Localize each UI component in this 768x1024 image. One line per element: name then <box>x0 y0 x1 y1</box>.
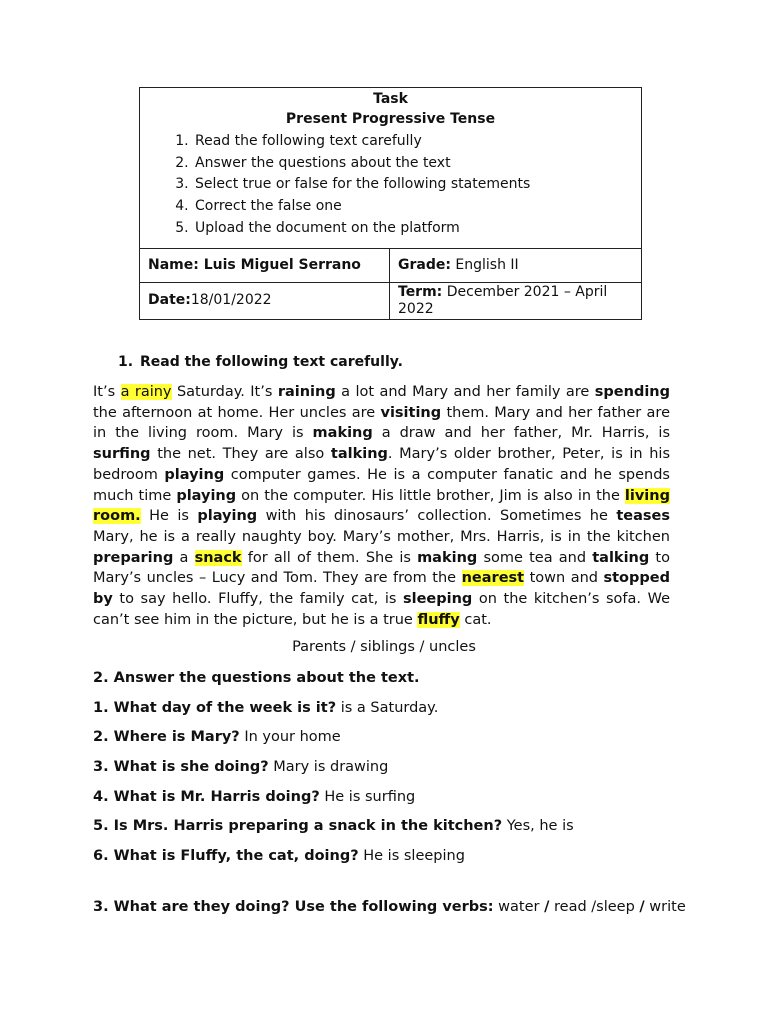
question-text: 2. Where is Mary? <box>93 729 240 745</box>
task-subtitle: Present Progressive Tense <box>285 111 496 127</box>
instruction-item: 2. Answer the questions about the text <box>193 153 641 175</box>
section3-heading <box>93 899 686 915</box>
question-line <box>93 848 465 864</box>
section2-heading-text: 2. Answer the questions about the text. <box>93 670 420 686</box>
highlighted-text: a rainy <box>120 384 172 400</box>
text-run: It’s <box>93 384 121 400</box>
bold-verb: teases <box>616 508 670 525</box>
text-run: on the computer. His little brother, Jim is also in the <box>236 487 625 504</box>
answer-text: Yes, he is <box>502 818 574 834</box>
verb-separator: / <box>544 899 550 915</box>
question-text: 4. What is Mr. Harris doing? <box>93 789 320 805</box>
question-line <box>93 729 341 745</box>
term-value: December 2021 – April 2022 <box>398 283 608 317</box>
bold-verb: playing <box>164 466 225 483</box>
text-run: computer games. He is a computer fanatic and he spends much time <box>93 466 670 504</box>
task-cell <box>140 88 642 249</box>
answer-text: Mary is drawing <box>268 759 389 775</box>
bold-verb: making <box>312 425 373 442</box>
section2-heading <box>93 670 420 686</box>
bold-verb: playing <box>197 508 258 525</box>
task-title: Task <box>373 91 408 107</box>
question-line <box>93 818 574 834</box>
bold-verb: spending <box>594 384 670 400</box>
answer-text: In your home <box>239 729 341 745</box>
section3-heading-text: 3. What are they doing? Use the following verbs: <box>93 899 494 915</box>
bold-verb: stopped by <box>93 570 670 608</box>
question-text: 1. What day of the week is it? <box>93 700 337 716</box>
text-run: them. Mary and her father are in the living room. Mary is <box>93 404 670 442</box>
highlighted-text: living room. <box>93 487 670 525</box>
note-line: Parents / siblings / uncles <box>292 639 476 655</box>
instruction-item: 1. Read the following text carefully <box>193 131 641 153</box>
bold-verb: visiting <box>380 404 442 421</box>
instruction-item: 4. Correct the false one <box>193 196 641 218</box>
text-run: the afternoon at home. Her uncles are <box>93 404 381 421</box>
text-run: some tea and <box>477 549 593 566</box>
grade-value: English II <box>450 256 519 273</box>
name-cell <box>140 248 390 282</box>
term-label: Term: <box>398 283 443 300</box>
highlighted-text: nearest <box>461 570 525 587</box>
instruction-item: 5. Upload the document on the platform <box>193 218 641 240</box>
question-text: 3. What is she doing? <box>93 759 269 775</box>
text-run: to Mary’s uncles – Lucy and Tom. They are from the <box>93 549 670 587</box>
text-run: a draw and her father, Mr. Harris, is <box>372 425 671 442</box>
name-label: Name: Luis Miguel Serrano <box>148 256 361 273</box>
text-run: with his dinosaurs’ collection. Sometimes he <box>257 508 617 525</box>
text-run: town and <box>524 570 604 587</box>
bold-verb: talking <box>592 549 650 566</box>
text-run: cat. <box>459 611 492 628</box>
term-cell <box>390 282 642 319</box>
answer-text: He is sleeping <box>358 848 465 864</box>
text-run: to say hello. Fluffy, the family cat, is <box>112 591 403 608</box>
instruction-list <box>140 128 641 248</box>
section1-text: Read the following text carefully. <box>140 354 403 370</box>
highlighted-text: snack <box>194 549 242 566</box>
verb-text: write <box>644 899 686 915</box>
bold-verb: talking <box>330 446 388 463</box>
reading-paragraph <box>93 382 670 630</box>
bold-verb: surfing <box>93 446 151 463</box>
instruction-item: 3. Select true or false for the following statements <box>193 174 641 196</box>
question-text: 6. What is Fluffy, the cat, doing? <box>93 848 359 864</box>
text-run: Mary, he is a really naughty boy. Mary’s mother, Mrs. Harris, is in the kitchen <box>93 528 670 545</box>
bold-verb: raining <box>277 384 336 400</box>
text-run: on the kitchen’s sofa. We can’t see him in the picture, but he is a true <box>93 591 671 628</box>
section1-number: 1. <box>118 354 134 370</box>
date-value: 18/01/2022 <box>190 292 272 309</box>
text-run: for all of them. She is <box>241 549 418 566</box>
highlighted-text: fluffy <box>417 611 460 628</box>
text-run: Saturday. It’s <box>171 384 278 400</box>
bold-verb: sleeping <box>402 591 473 608</box>
question-text: 5. Is Mrs. Harris preparing a snack in the kitchen? <box>93 818 503 834</box>
verb-text: water <box>493 899 545 915</box>
answer-text: is a Saturday. <box>336 700 439 716</box>
text-run: a <box>173 549 195 566</box>
section1-heading <box>118 354 403 370</box>
text-run: . Mary’s older brother, Peter, is in his bedroom <box>93 446 670 483</box>
question-line <box>93 700 438 716</box>
verb-text: read /sleep <box>549 899 640 915</box>
text-run: the net. They are also <box>150 446 331 463</box>
verb-separator: / <box>639 899 645 915</box>
question-line <box>93 789 415 805</box>
grade-cell <box>390 248 642 282</box>
text-run: a lot and Mary and her family are <box>335 384 595 400</box>
text-run: He is <box>140 508 198 525</box>
bold-verb: playing <box>176 487 237 504</box>
date-label: Date: <box>148 292 191 309</box>
bold-verb: preparing <box>93 549 174 566</box>
bold-verb: making <box>417 549 478 566</box>
task-table <box>139 87 642 320</box>
date-cell <box>140 282 390 319</box>
grade-label: Grade: <box>398 256 451 273</box>
answer-text: He is surfing <box>319 789 416 805</box>
question-line <box>93 759 388 775</box>
